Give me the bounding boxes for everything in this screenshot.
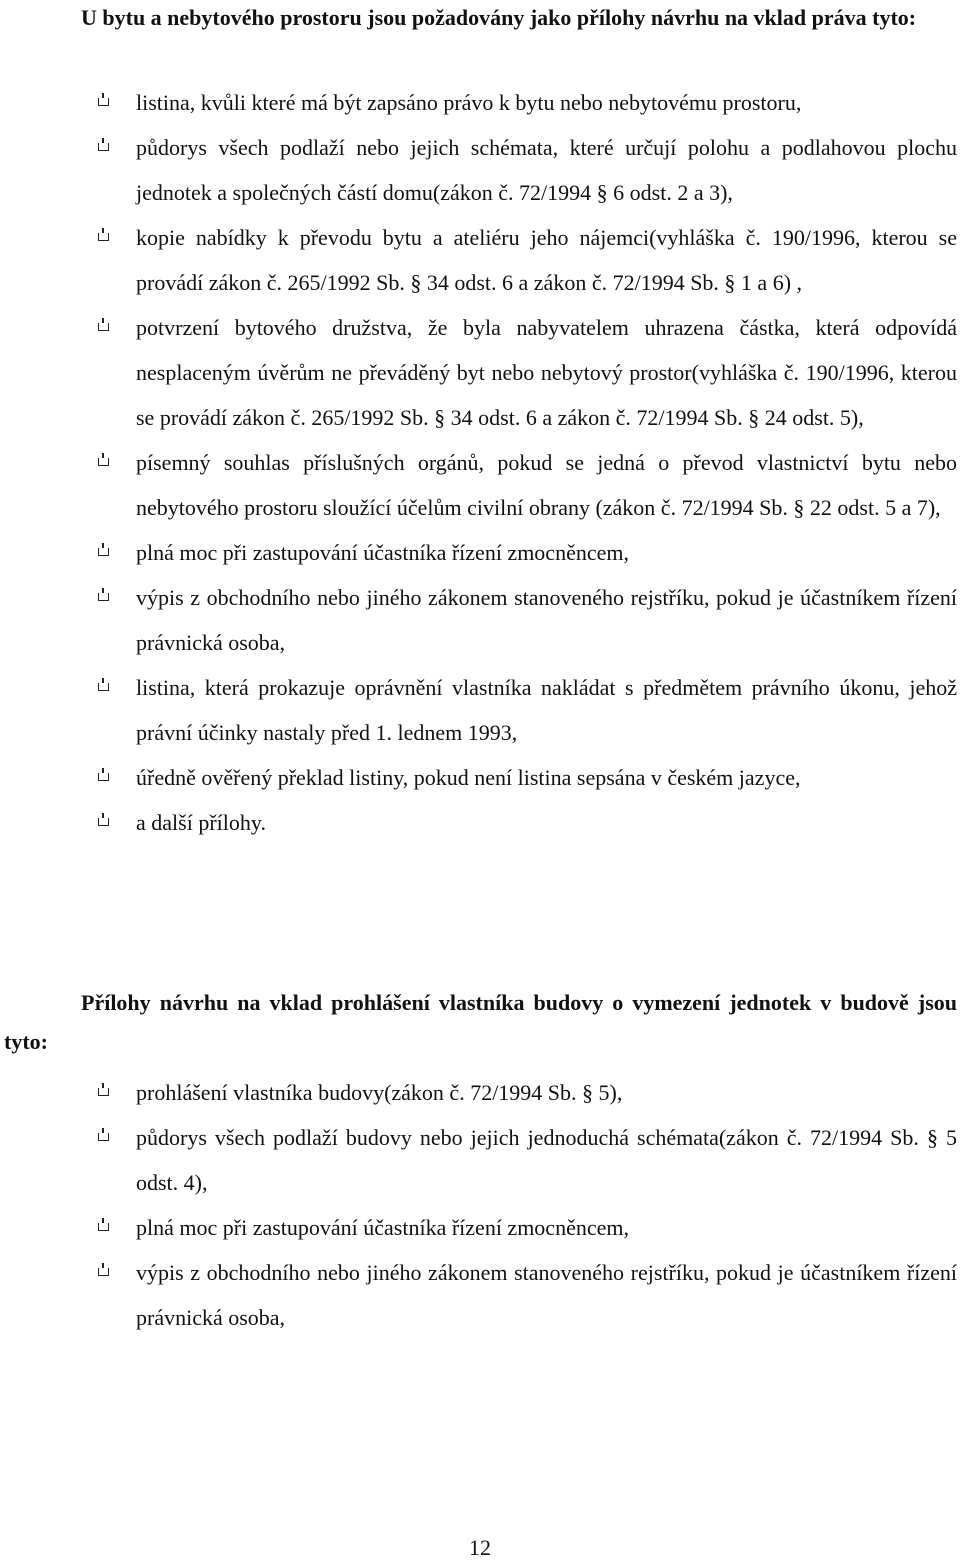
list-item: půdorys všech podlaží nebo jejich schémata, které určují polohu a podlahovou plochu jednotek a společných částí domu(zákon č. 72/1994 § 6 odst. 2 a 3), xyxy=(0,125,957,215)
list-item: prohlášení vlastníka budovy(zákon č. 72/1994 Sb. § 5), xyxy=(0,1070,957,1115)
open-box-bullet-icon xyxy=(98,1088,109,1096)
open-box-bullet-icon xyxy=(98,1223,109,1231)
open-box-bullet-icon xyxy=(98,548,109,556)
open-box-bullet-icon xyxy=(98,143,109,151)
open-box-bullet-icon xyxy=(98,683,109,691)
list-item: a další přílohy. xyxy=(0,800,957,845)
list-item: listina, kvůli které má být zapsáno právo k bytu nebo nebytovému prostoru, xyxy=(0,80,957,125)
open-box-bullet-icon xyxy=(98,98,109,106)
list-item: písemný souhlas příslušných orgánů, pokud se jedná o převod vlastnictví bytu nebo nebytového prostoru sloužící účelům civilní obrany (zákon č. 72/1994 Sb. § 22 odst. 5 a 7), xyxy=(0,440,957,530)
open-box-bullet-icon xyxy=(98,593,109,601)
open-box-bullet-icon xyxy=(98,773,109,781)
section2-heading: Přílohy návrhu na vklad prohlášení vlastníka budovy o vymezení jednotek v budově jsou tyto: xyxy=(4,990,957,1054)
section1-heading: U bytu a nebytového prostoru jsou požadovány jako přílohy návrhu na vklad práva tyto: xyxy=(81,5,917,30)
section2-list xyxy=(0,1070,960,1340)
list-item: listina, která prokazuje oprávnění vlastníka nakládat s předmětem právního úkonu, jehož právní účinky nastaly před 1. lednem 1993, xyxy=(0,665,957,755)
open-box-bullet-icon xyxy=(98,818,109,826)
list-item: kopie nabídky k převodu bytu a ateliéru jeho nájemci(vyhláška č. 190/1996, kterou se provádí zákon č. 265/1992 Sb. § 34 odst. 6 a zákon č. 72/1994 Sb. § 1 a 6) , xyxy=(0,215,957,305)
open-box-bullet-icon xyxy=(98,233,109,241)
open-box-bullet-icon xyxy=(98,1268,109,1276)
open-box-bullet-icon xyxy=(98,323,109,331)
open-box-bullet-icon xyxy=(98,1133,109,1141)
list-item: potvrzení bytového družstva, že byla nabyvatelem uhrazena částka, která odpovídá nesplaceným úvěrům ne převáděný byt nebo nebytový prostor(vyhláška č. 190/1996, kterou se provádí zákon č. 265/1992 Sb. § 34 odst. 6 a zákon č. 72/1994 Sb. § 24 odst. 5), xyxy=(0,305,957,440)
list-item: výpis z obchodního nebo jiného zákonem stanoveného rejstříku, pokud je účastníkem řízení právnická osoba, xyxy=(0,575,957,665)
list-item: výpis z obchodního nebo jiného zákonem stanoveného rejstříku, pokud je účastníkem řízení právnická osoba, xyxy=(0,1250,957,1340)
list-item: plná moc při zastupování účastníka řízení zmocněncem, xyxy=(0,530,957,575)
list-item: plná moc při zastupování účastníka řízení zmocněncem, xyxy=(0,1205,957,1250)
page-number: 12 xyxy=(469,1535,491,1560)
list-item: úředně ověřený překlad listiny, pokud není listina sepsána v českém jazyce, xyxy=(0,755,957,800)
section1-list xyxy=(0,80,960,845)
open-box-bullet-icon xyxy=(98,458,109,466)
list-item: půdorys všech podlaží budovy nebo jejich jednoduchá schémata(zákon č. 72/1994 Sb. § 5 odst. 4), xyxy=(0,1115,957,1205)
